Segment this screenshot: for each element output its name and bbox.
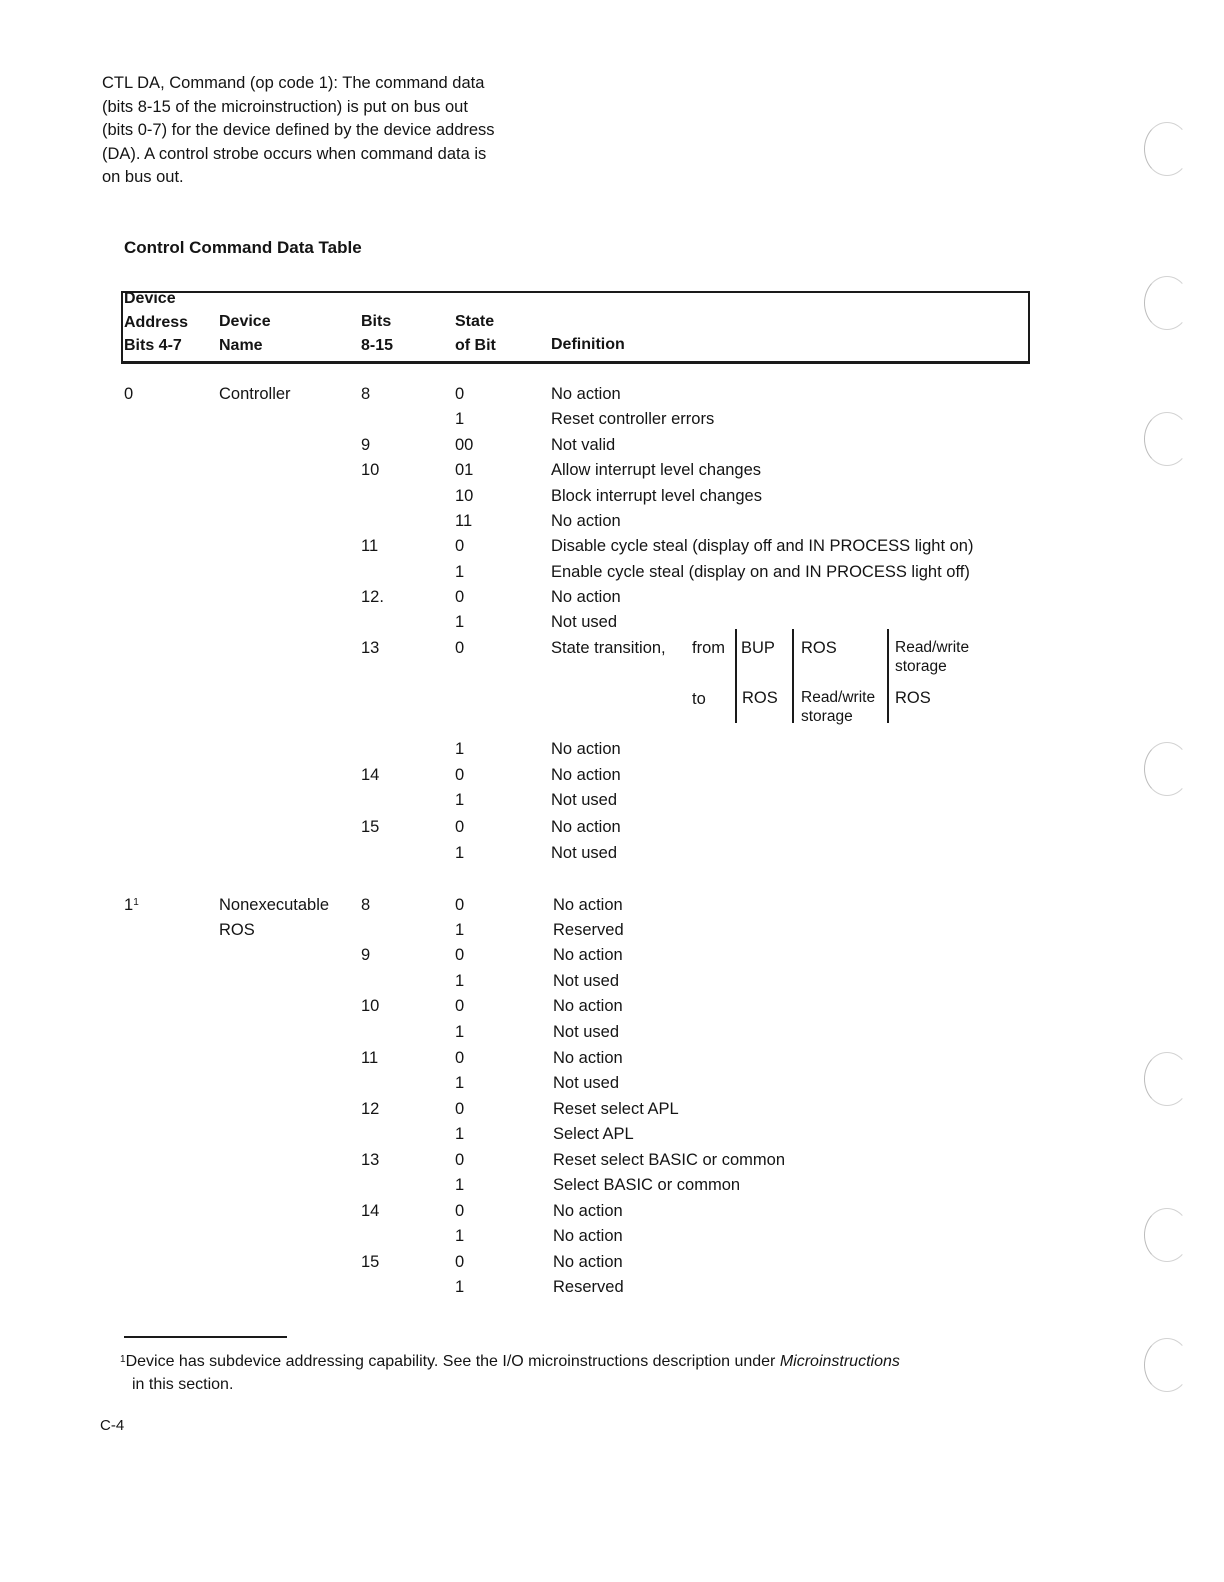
state-cell: 0: [455, 997, 465, 1015]
transition-to-label: to: [692, 690, 706, 708]
transition-to-ros: ROS: [742, 689, 778, 707]
intro-line: (bits 8-15 of the microinstruction) is put on bus out: [102, 97, 468, 116]
header-definition: Definition: [551, 336, 625, 353]
header-device-name: Device Name: [219, 313, 271, 354]
bits-cell: 14: [361, 766, 380, 784]
bits-cell: 12: [361, 1100, 380, 1118]
definition-cell: Not used: [551, 844, 618, 862]
definition-cell: No action: [553, 1049, 623, 1067]
state-cell: 1: [455, 921, 465, 939]
bits-cell: 9: [361, 946, 371, 964]
bits-cell: 9: [361, 436, 371, 454]
definition-cell: No action: [553, 946, 623, 964]
definition-cell: Disable cycle steal (display off and IN PROCESS light on): [551, 537, 974, 555]
definition-cell: Not used: [553, 1074, 620, 1092]
footnote-marker: 1: [120, 1354, 126, 1365]
transition-divider: [887, 629, 889, 723]
definition-cell: Not used: [551, 791, 618, 809]
header-device-address: Device Address Bits 4-7: [124, 290, 189, 354]
definition-cell: Allow interrupt level changes: [551, 461, 762, 479]
state-cell: 0: [455, 946, 465, 964]
state-cell: 01: [455, 461, 474, 479]
footnote-rule: [124, 1336, 287, 1338]
definition-cell: Reset select BASIC or common: [553, 1151, 785, 1169]
definition-cell: Block interrupt level changes: [551, 487, 762, 505]
definition-cell: State transition,: [551, 639, 666, 657]
bits-cell: 13: [361, 1151, 380, 1169]
state-cell: 0: [455, 1100, 465, 1118]
definition-cell: No action: [553, 1253, 623, 1271]
bits-cell: 14: [361, 1202, 380, 1220]
definition-cell: Not used: [553, 972, 620, 990]
transition-from-rw-storage: Read/write storage: [895, 639, 970, 675]
state-cell: 1: [455, 1176, 465, 1194]
state-cell: 1: [455, 1074, 465, 1092]
state-cell: 1: [455, 563, 465, 581]
transition-divider: [792, 629, 794, 723]
definition-cell: Not valid: [551, 436, 616, 454]
state-cell: 1: [455, 972, 465, 990]
punch-hole-mark: [1144, 1208, 1190, 1262]
state-cell: 1: [455, 740, 465, 758]
state-cell: 00: [455, 436, 474, 454]
bits-cell: 11: [361, 1049, 379, 1067]
bits-cell: 8: [361, 896, 371, 914]
definition-cell: No action: [551, 818, 621, 836]
definition-cell: Reset select APL: [553, 1100, 679, 1118]
state-cell: 1: [455, 1023, 465, 1041]
definition-cell: No action: [551, 512, 621, 530]
transition-from-bup: BUP: [741, 639, 775, 657]
transition-from-ros: ROS: [801, 639, 837, 657]
intro-paragraph: [102, 72, 542, 190]
bits-cell: 10: [361, 461, 380, 479]
footnote-marker: 1: [133, 897, 139, 908]
device-address: $1^1$: [124, 896, 139, 914]
definition-cell: No action: [551, 385, 621, 403]
device-address: 0: [124, 385, 134, 403]
state-cell: 0: [455, 385, 465, 403]
intro-line: CTL DA, Command (op code 1): The command data: [102, 74, 485, 92]
state-cell: 1: [455, 1227, 465, 1245]
bits-cell: 12.: [361, 588, 384, 606]
state-cell: 0: [455, 1151, 465, 1169]
intro-line: (bits 0-7) for the device defined by the device address: [102, 121, 495, 140]
state-cell: 1: [455, 844, 465, 862]
state-cell: 0: [455, 896, 465, 914]
punch-hole-mark: [1144, 122, 1190, 176]
state-cell: 11: [455, 512, 473, 530]
state-cell: 1: [455, 613, 465, 631]
state-cell: 0: [455, 537, 465, 555]
bits-cell: 10: [361, 997, 380, 1015]
definition-cell: No action: [553, 997, 623, 1015]
transition-to-ros-2: ROS: [895, 689, 931, 707]
definition-cell: Reserved: [553, 1278, 624, 1296]
definition-cell: No action: [553, 1227, 623, 1245]
device-name: Nonexecutable: [219, 896, 330, 914]
state-cell: 0: [455, 766, 465, 784]
transition-to-rw-storage: Read/write storage: [801, 689, 876, 725]
state-cell: 0: [455, 1049, 465, 1067]
definition-cell: Select BASIC or common: [553, 1176, 741, 1194]
definition-cell: Reserved: [553, 921, 624, 939]
state-cell: 0: [455, 1253, 465, 1271]
definition-cell: No action: [551, 588, 621, 606]
definition-cell: Select APL: [553, 1125, 634, 1143]
state-cell: 10: [455, 487, 474, 505]
footnote: $^1$Device has subdevice addressing capability. See the I/O microinstructions description under Microinstructions in this section.: [120, 1353, 900, 1393]
transition-from-label: from: [692, 639, 725, 657]
state-cell: 1: [455, 1125, 465, 1143]
definition-cell: Not used: [551, 613, 618, 631]
bits-cell: 8: [361, 385, 371, 403]
intro-line: (DA). A control strobe occurs when command data is: [102, 144, 487, 163]
state-cell: 0: [455, 1202, 465, 1220]
table-title: Control Command Data Table: [124, 238, 362, 257]
state-cell: 0: [455, 588, 465, 606]
punch-hole-mark: [1144, 742, 1190, 796]
punch-hole-mark: [1144, 276, 1190, 330]
definition-cell: No action: [551, 766, 621, 784]
state-cell: 1: [455, 791, 465, 809]
page-number: C-4: [100, 1417, 125, 1434]
header-bits: Bits 8-15: [361, 313, 394, 354]
bits-cell: 15: [361, 1253, 380, 1271]
transition-divider: [735, 629, 737, 723]
header-state-of-bit: State of Bit: [455, 313, 496, 354]
punch-hole-mark: [1144, 1052, 1190, 1106]
punch-hole-mark: [1144, 412, 1190, 466]
definition-cell: Reset controller errors: [551, 410, 715, 428]
device-name: Controller: [219, 385, 291, 403]
bits-cell: 15: [361, 818, 380, 836]
state-cell: 0: [455, 818, 465, 836]
intro-line: on bus out.: [102, 168, 184, 187]
state-cell: 1: [455, 410, 465, 428]
definition-cell: No action: [551, 740, 621, 758]
definition-cell: Enable cycle steal (display on and IN PROCESS light off): [551, 563, 970, 581]
bits-cell: 11: [361, 537, 379, 555]
definition-cell: No action: [553, 1202, 623, 1220]
state-cell: 0: [455, 639, 465, 657]
bits-cell: 13: [361, 639, 380, 657]
definition-cell: Not used: [553, 1023, 620, 1041]
state-cell: 1: [455, 1278, 465, 1296]
punch-hole-mark: [1144, 1338, 1190, 1392]
definition-cell: No action: [553, 896, 623, 914]
device-name: ROS: [219, 921, 255, 939]
